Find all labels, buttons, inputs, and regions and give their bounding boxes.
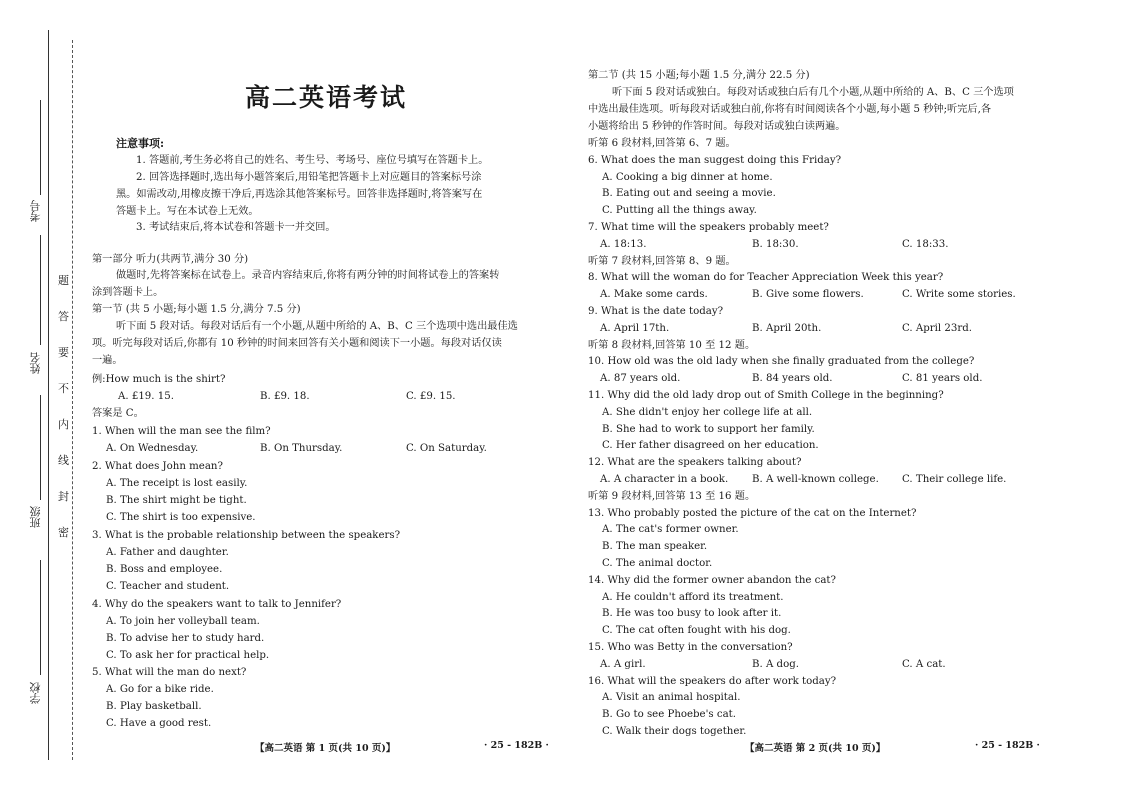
question: 7. What time will the speakers probably meet? xyxy=(588,222,829,233)
exam-number-blank[interactable] xyxy=(40,100,41,195)
question-4: 4. Why do the speakers want to talk to Jennifer? xyxy=(92,599,342,610)
material-heading: 听第 6 段材料,回答第 6、7 题。 xyxy=(588,138,736,149)
name-blank[interactable] xyxy=(40,235,41,345)
seal-char: 不 xyxy=(58,382,69,395)
section1-intro: 项。听完每段对话后,你都有 10 秒钟的时间来回答有关小题和阅读下一小题。每段对话仅读 xyxy=(92,338,502,349)
notice-line: 3. 考试结束后,将本试卷和答题卡一并交回。 xyxy=(136,222,336,233)
option[interactable]: C. The cat often fought with his dog. xyxy=(602,625,791,637)
section2-intro: 听下面 5 段对话或独白。每段对话或独白后有几个小题,从题中所给的 A、B、C 三个选项 xyxy=(612,87,1014,98)
option[interactable]: B. A well-known college. xyxy=(752,474,879,485)
option[interactable]: A. The cat's former owner. xyxy=(602,524,739,536)
notice-line: 2. 回答选择题时,选出每小题答案后,用铅笔把答题卡上对应题目的答案标号涂 xyxy=(136,172,482,183)
option[interactable]: B. A dog. xyxy=(752,658,799,670)
question: 8. What will the woman do for Teacher Appreciation Week this year? xyxy=(588,272,944,284)
option[interactable]: A. A character in a book. xyxy=(600,474,729,485)
notice-line: 1. 答题前,考生务必将自己的姓名、考生号、考场号、座位号填写在答题卡上。 xyxy=(136,155,489,166)
question: 6. What does the man suggest doing this Friday? xyxy=(588,154,842,166)
example-option: B. £9. 18. xyxy=(260,391,310,402)
question: 9. What is the date today? xyxy=(588,306,724,317)
option[interactable]: A. 87 years old. xyxy=(600,373,681,385)
seal-char: 要 xyxy=(58,346,69,359)
footer-page-left: 【高二英语 第 1 页(共 10 页)】 xyxy=(255,743,396,754)
class-blank[interactable] xyxy=(40,395,41,500)
option[interactable]: B. Give some flowers. xyxy=(752,289,864,301)
option[interactable]: C. Putting all the things away. xyxy=(602,205,757,217)
option[interactable]: A. Make some cards. xyxy=(600,289,708,301)
option[interactable]: C. Write some stories. xyxy=(902,289,1016,301)
material-heading: 听第 7 段材料,回答第 8、9 题。 xyxy=(588,255,736,267)
option[interactable]: A. A girl. xyxy=(600,658,646,670)
option[interactable]: C. Teacher and student. xyxy=(106,581,230,592)
seal-char: 密 xyxy=(58,526,69,539)
seal-char: 题 xyxy=(58,274,69,287)
option[interactable]: B. On Thursday. xyxy=(260,443,343,454)
section1-intro: 听下面 5 段对话。每段对话后有一个小题,从题中所给的 A、B、C 三个选项中选出最佳选 xyxy=(116,321,518,332)
footer-code-right: · 25 - 182B · xyxy=(975,740,1040,751)
notice-line: 黑。如需改动,用橡皮擦干净后,再选涂其他答案标号。回答非选择题时,将答案写在 xyxy=(116,189,483,200)
option[interactable]: C. Have a good rest. xyxy=(106,718,212,729)
school-blank[interactable] xyxy=(40,560,41,675)
example-option: A. £19. 15. xyxy=(118,391,174,402)
section1-intro: 一遍。 xyxy=(92,355,123,366)
part1-intro: 做题时,先将答案标在试卷上。录音内容结束后,你将有两分钟的时间将试卷上的答案转 xyxy=(116,270,500,281)
binding-margin xyxy=(0,0,80,794)
name-label: 姓名 xyxy=(29,352,42,374)
seal-char: 内 xyxy=(58,418,69,431)
option[interactable]: C. Their college life. xyxy=(902,474,1007,485)
option[interactable]: A. Visit an animal hospital. xyxy=(602,692,741,704)
question: 11. Why did the old lady drop out of Smith College in the beginning? xyxy=(588,390,944,401)
section2-heading: 第二节 (共 15 小题;每小题 1.5 分,满分 22.5 分) xyxy=(588,70,810,81)
option[interactable]: B. Play basketball. xyxy=(106,701,202,712)
seal-char: 答 xyxy=(58,310,69,323)
option[interactable]: C. Her father disagreed on her education. xyxy=(602,440,819,452)
question-5: 5. What will the man do next? xyxy=(92,667,247,678)
question: 16. What will the speakers do after work today? xyxy=(588,675,837,687)
question: 10. How old was the old lady when she finally graduated from the college? xyxy=(588,356,975,368)
exam-number-label: 考号 xyxy=(29,200,42,222)
part1-intro: 涂到答题卡上。 xyxy=(92,287,164,298)
section1-heading: 第一节 (共 5 小题;每小题 1.5 分,满分 7.5 分) xyxy=(92,304,301,315)
option[interactable]: C. On Saturday. xyxy=(406,443,487,454)
footer-page-right: 【高二英语 第 2 页(共 10 页)】 xyxy=(745,743,886,754)
option[interactable]: B. 84 years old. xyxy=(752,373,833,385)
binding-line xyxy=(48,30,49,760)
material-heading: 听第 8 段材料,回答第 10 至 12 题。 xyxy=(588,339,756,351)
question: 14. Why did the former owner abandon the cat? xyxy=(588,574,836,586)
option[interactable]: B. Go to see Phoebe's cat. xyxy=(602,709,736,721)
option[interactable]: C. The animal doctor. xyxy=(602,558,713,569)
option[interactable]: B. Boss and employee. xyxy=(106,564,223,575)
option[interactable]: B. Eating out and seeing a movie. xyxy=(602,188,776,200)
option[interactable]: C. 18:33. xyxy=(902,238,949,250)
option[interactable]: A. Cooking a big dinner at home. xyxy=(602,171,773,183)
seal-fold-line xyxy=(72,40,73,760)
notice-line: 答题卡上。写在本试卷上无效。 xyxy=(116,206,259,217)
option[interactable]: B. April 20th. xyxy=(752,322,822,334)
example-answer: 答案是 C。 xyxy=(92,408,144,419)
seal-char: 线 xyxy=(58,454,69,467)
option[interactable]: A. Father and daughter. xyxy=(106,547,229,558)
option[interactable]: C. A cat. xyxy=(902,658,946,670)
part1-heading: 第一部分 听力(共两节,满分 30 分) xyxy=(92,254,249,265)
school-label: 学校 xyxy=(29,682,42,704)
option[interactable]: C. 81 years old. xyxy=(902,373,983,385)
option[interactable]: A. April 17th. xyxy=(600,322,670,334)
footer-code-left: · 25 - 182B · xyxy=(484,740,549,751)
option[interactable]: B. The man speaker. xyxy=(602,541,708,553)
question: 13. Who probably posted the picture of the cat on the Internet? xyxy=(588,507,917,519)
option[interactable]: A. 18:13. xyxy=(600,238,647,250)
option[interactable]: C. The shirt is too expensive. xyxy=(106,512,256,523)
question: 12. What are the speakers talking about? xyxy=(588,457,802,469)
option[interactable]: A. On Wednesday. xyxy=(106,443,199,454)
option[interactable]: A. The receipt is lost easily. xyxy=(106,478,248,489)
option[interactable]: A. She didn't enjoy her college life at all. xyxy=(602,406,813,418)
page-title: 高二英语考试 xyxy=(245,83,408,112)
option[interactable]: A. To join her volleyball team. xyxy=(106,616,260,627)
option[interactable]: C. April 23rd. xyxy=(902,322,973,334)
section2-intro: 小题将给出 5 秒钟的作答时间。每段对话或独白读两遍。 xyxy=(588,121,846,132)
notice-heading: 注意事项: xyxy=(116,137,165,150)
option[interactable]: B. He was too busy to look after it. xyxy=(602,608,782,620)
example-option: C. £9. 15. xyxy=(406,391,456,402)
seal-char: 封 xyxy=(58,490,69,503)
class-label: 班级 xyxy=(29,506,42,528)
example-question: 例:How much is the shirt? xyxy=(92,374,226,385)
option[interactable]: C. Walk their dogs together. xyxy=(602,726,747,737)
option[interactable]: B. 18:30. xyxy=(752,238,799,250)
question-2: 2. What does John mean? xyxy=(92,461,223,472)
question-1: 1. When will the man see the film? xyxy=(92,426,271,437)
option[interactable]: A. He couldn't afford its treatment. xyxy=(602,591,784,603)
section2-intro: 中选出最佳选项。听每段对话或独白前,你将有时间阅读各个小题,每小题 5 秒钟;听完后,各 xyxy=(588,104,992,115)
question: 15. Who was Betty in the conversation? xyxy=(588,642,793,653)
option[interactable]: B. To advise her to study hard. xyxy=(106,633,265,644)
question-3: 3. What is the probable relationship between the speakers? xyxy=(92,530,401,541)
option[interactable]: A. Go for a bike ride. xyxy=(106,684,214,695)
option[interactable]: B. The shirt might be tight. xyxy=(106,495,247,506)
option[interactable]: C. To ask her for practical help. xyxy=(106,650,270,661)
option[interactable]: B. She had to work to support her family. xyxy=(602,423,815,435)
material-heading: 听第 9 段材料,回答第 13 至 16 题。 xyxy=(588,490,756,502)
